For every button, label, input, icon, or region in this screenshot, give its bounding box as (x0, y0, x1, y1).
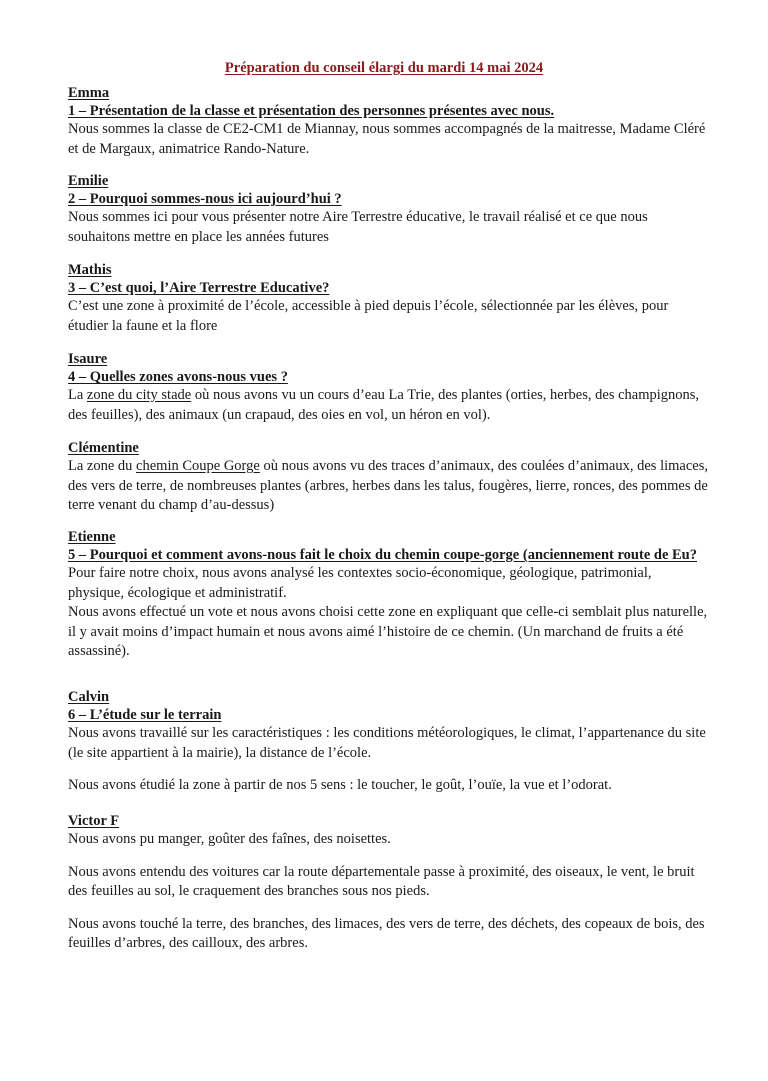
speaker-name: Clémentine (68, 440, 139, 456)
paragraph-lead: La (68, 387, 87, 403)
speaker-name: Isaure (68, 351, 108, 367)
paragraph: Nous avons entendu des voitures car la route départementale passe à proximité, des oiseaux, le vent, le bruit des feuilles au sol, le craquement des branches sous nos pieds. (68, 863, 695, 899)
paragraph (68, 457, 708, 516)
document-title: Préparation du conseil élargi du mardi 14 mai 2024 (224, 60, 544, 76)
section-heading: 4 – Quelles zones avons-nous vues ? (68, 369, 288, 385)
section-victor-f (68, 812, 708, 954)
section-heading: 1 – Présentation de la classe et présentation des personnes présentes avec nous. (68, 103, 555, 119)
paragraph: Nous sommes ici pour vous présenter notre Aire Terrestre éducative, le travail réalisé et ce que nous souhaitons mettre en place les années futures (68, 209, 648, 245)
section-etienne (68, 528, 708, 662)
paragraph: Nous avons effectué un vote et nous avons choisi cette zone en expliquant que celle-ci semblait plus naturelle, il y avait moins d’impact humain et nous avons aimé l’histoire de ce chemin. (Un marchand de fruits a été assassiné). (68, 604, 708, 659)
speaker-name: Mathis (68, 262, 112, 278)
paragraph: C’est une zone à proximité de l’école, accessible à pied depuis l’école, sélectionnée par les élèves, pour étudier la faune et la flore (68, 298, 669, 334)
section-emma (68, 84, 708, 159)
section-heading: 5 – Pourquoi et comment avons-nous fait le choix du chemin coupe-gorge (anciennement route de Eu? (68, 547, 697, 563)
section-heading: 3 – C’est quoi, l’Aire Terrestre Educative? (68, 280, 330, 296)
section-emilie (68, 172, 708, 247)
section-isaure (68, 350, 708, 425)
section-heading: 6 – L’étude sur le terrain (68, 707, 222, 723)
paragraph-lead: La zone du (68, 458, 137, 474)
speaker-name: Calvin (68, 689, 110, 705)
paragraph (68, 386, 708, 425)
paragraph: Nous avons étudié la zone à partir de nos 5 sens : le toucher, le goût, l’ouïe, la vue et l’odorat. (68, 777, 612, 793)
section-mathis (68, 261, 708, 336)
section-calvin (68, 688, 708, 796)
paragraph: Nous avons travaillé sur les caractéristiques : les conditions météorologiques, le climat, l’appartenance du site (le site appartient à la mairie), la distance de l’école. (68, 725, 706, 761)
chemin-coupe-gorge-text: chemin Coupe Gorge (136, 458, 260, 474)
speaker-name: Etienne (68, 529, 116, 545)
paragraph-rest: où nous avons vu un cours d’eau La Trie, des plantes (orties, herbes, des champignons, des feuilles), des animaux (un crapaud, des oies en vol, un héron en vol). (68, 387, 700, 423)
zone-city-stade-text: zone du city stade (86, 387, 192, 403)
paragraph: Nous sommes la classe de CE2-CM1 de Miannay, nous sommes accompagnés de la maitresse, Madame Cléré et de Margaux, animatrice Rando-Nature. (68, 121, 706, 157)
paragraph-rest: où nous avons vu des traces d’animaux, des coulées d’animaux, des limaces, des vers de terre, de nombreuses plantes (arbres, herbes dans les talus, fougères, lierre, ronces, des pommes de terre venant du champ d’au-dessus) (68, 458, 708, 513)
paragraph: Nous avons touché la terre, des branches, des limaces, des vers de terre, des déchets, des copeaux de bois, des feuilles d’arbres, des cailloux, des arbres. (68, 915, 705, 951)
speaker-name: Victor F (68, 813, 120, 829)
paragraph: Pour faire notre choix, nous avons analysé les contextes socio-économique, géologique, patrimonial, physique, écologique et administratif. (68, 565, 652, 601)
speaker-name: Emilie (68, 173, 109, 189)
paragraph: Nous avons pu manger, goûter des faînes, des noisettes. (68, 831, 391, 847)
section-clementine (68, 439, 708, 516)
section-heading: 2 – Pourquoi sommes-nous ici aujourd’hui ? (68, 191, 342, 207)
speaker-name: Emma (68, 85, 110, 101)
